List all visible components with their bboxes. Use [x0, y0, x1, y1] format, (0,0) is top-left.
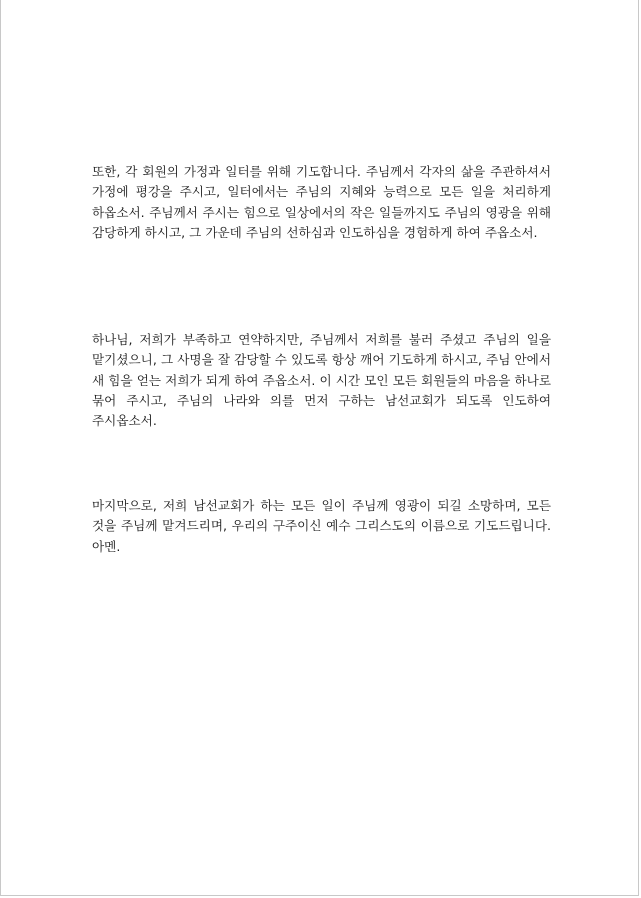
paragraph-closing-prayer: 마지막으로, 저희 남선교회가 하는 모든 일이 주님께 영광이 되길 소망하며, 모든 것을 주님께 맡겨드리며, 우리의 구주이신 예수 그리스도의 이름으로 기도드립니다. 아멘.	[92, 498, 551, 554]
paragraph-mission-prayer: 하나님, 저희가 부족하고 연약하지만, 주님께서 저희를 불러 주셨고 주님의 일을 맡기셨으니, 그 사명을 잘 감당할 수 있도록 항상 깨어 기도하게 하시고, 주님 안에서 새 힘을 얻는 저희가 되게 하여 주옵소서. 이 시간 모인 모든 회원들의 마음을 하나로 묶어 주시고, 주님의 나라와 의를 먼저 구하는 남선교회가 되도록 인도하여 주시옵소서.	[92, 332, 551, 429]
paragraph-family-work-prayer: 또한, 각 회원의 가정과 일터를 위해 기도합니다. 주님께서 각자의 삶을 주관하셔서 가정에 평강을 주시고, 일터에서는 주님의 지혜와 능력으로 모든 일을 처리하게 하옵소서. 주님께서 주시는 힘으로 일상에서의 작은 일들까지도 주님의 영광을 위해 감당하게 하시고, 그 가운데 주님의 선하심과 인도하심을 경험하게 하여 주옵소서.	[92, 164, 551, 240]
